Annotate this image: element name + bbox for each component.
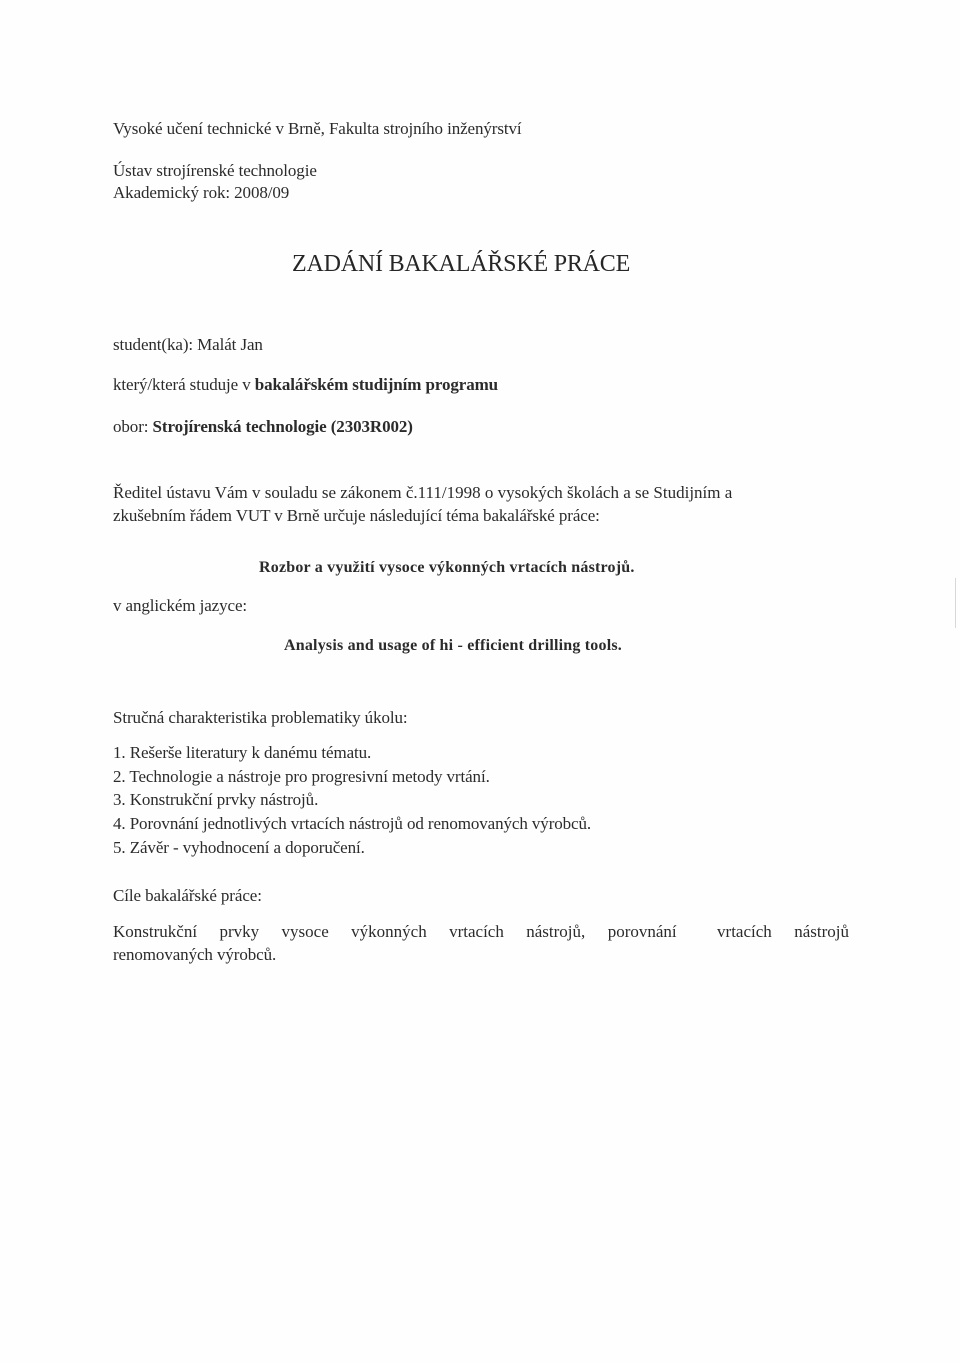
characteristics-item-4: 4. Porovnání jednotlivých vrtacích nástrojů od renomovaných výrobců.: [113, 814, 592, 833]
goals-word: nástrojů: [794, 922, 849, 941]
goals-heading: Cíle bakalářské práce:: [113, 886, 262, 905]
assignment-line-2: zkušebním řádem VUT v Brně určuje následující téma bakalářské práce:: [113, 506, 600, 525]
goals-word: vysoce: [281, 922, 329, 941]
field-prefix: obor:: [113, 417, 153, 436]
academic-year-line: Akademický rok: 2008/09: [113, 183, 290, 202]
topic-english: Analysis and usage of hi - efficient drilling tools.: [284, 637, 622, 654]
characteristics-item-3: 3. Konstrukční prvky nástrojů.: [113, 790, 319, 809]
institute-line: Ústav strojírenské technologie: [113, 161, 317, 180]
student-line: student(ka): Malát Jan: [113, 335, 263, 354]
document-title: ZADÁNÍ BAKALÁŘSKÉ PRÁCE: [292, 251, 631, 277]
program-prefix: který/která studuje v: [113, 375, 255, 394]
scan-margin-mark: [955, 578, 956, 628]
characteristics-item-2: 2. Technologie a nástroje pro progresivní metody vrtání.: [113, 767, 490, 786]
characteristics-item-5: 5. Závěr - vyhodnocení a doporučení.: [113, 838, 365, 857]
goals-line-1: [113, 922, 849, 942]
field-name: Strojírenská technologie (2303R002): [152, 417, 413, 436]
goals-word: výkonných: [351, 922, 427, 941]
topic-czech: Rozbor a využití vysoce výkonných vrtacích nástrojů.: [259, 559, 635, 576]
goals-line-2: renomovaných výrobců.: [113, 945, 277, 964]
field-line: [113, 417, 413, 437]
program-name: bakalářském studijním programu: [254, 375, 499, 394]
assignment-line-1: Ředitel ústavu Vám v souladu se zákonem č.111/1998 o vysokých školách a se Studijním a: [113, 483, 733, 502]
characteristics-item-1: 1. Rešerše literatury k danému tématu.: [113, 743, 372, 762]
goals-word: Konstrukční: [113, 922, 198, 941]
goals-word: porovnání: [607, 922, 677, 941]
goals-word: vrtacích: [717, 922, 772, 941]
program-line: [113, 375, 498, 395]
goals-word: vrtacích: [449, 922, 504, 941]
goals-word: prvky: [219, 922, 260, 941]
goals-word: nástrojů,: [526, 922, 586, 941]
english-label: v anglickém jazyce:: [113, 596, 248, 615]
characteristics-heading: Stručná charakteristika problematiky úkolu:: [113, 708, 408, 727]
university-line: Vysoké učení technické v Brně, Fakulta strojního inženýrství: [113, 119, 522, 138]
